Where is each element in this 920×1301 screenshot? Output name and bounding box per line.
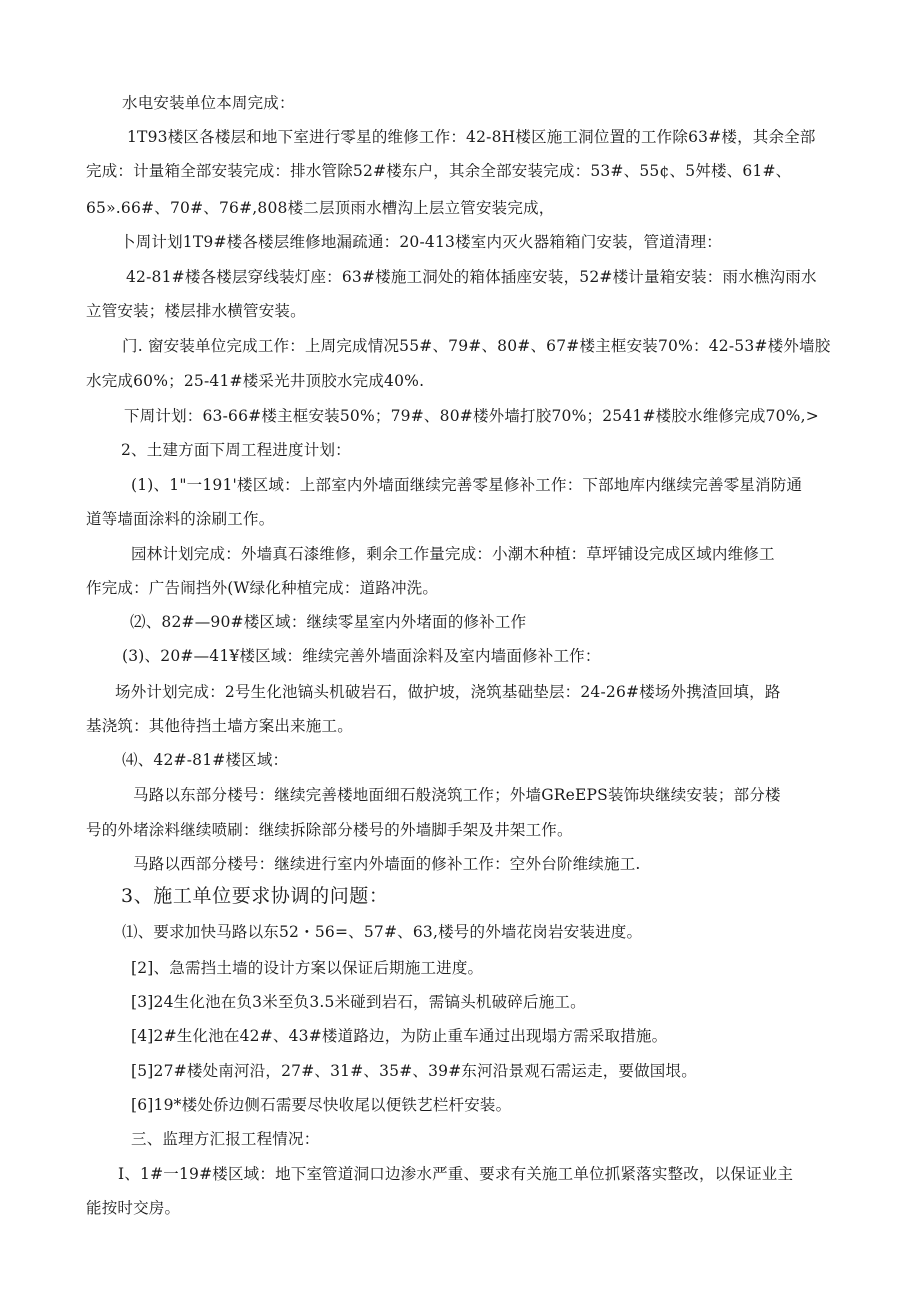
paragraph-water-electric-title: 水电安装单位本周完成： <box>122 94 295 112</box>
paragraph-line: 完成：计量箱全部安装完成：排水管除52#楼东户，其余全部安装完成：53#、55¢、5舛楼、61#、 <box>86 162 792 180</box>
paragraph-line: 基浇筑：其他待挡土墙方案出来施工。 <box>86 717 353 735</box>
paragraph-line: 场外计划完成：2号生化池镐头机破岩石，做护坡，浇筑基础垫层：24-26#楼场外携渣回填，路 <box>115 683 781 701</box>
paragraph-line: 作完成：广告闹挡外(W绿化种植完成：道路冲洗。 <box>86 579 439 597</box>
list-item: ⑴、要求加快马路以东52・56=、57#、63,楼号的外墙花岗岩安装进度。 <box>122 923 643 941</box>
paragraph-line: 水完成60%；25-41#楼采光井顶胶水完成40%. <box>86 372 425 390</box>
paragraph-line: 立管安装；楼层排水横管安装。 <box>86 302 306 320</box>
section-heading: 三、监理方汇报工程情况： <box>131 1130 320 1148</box>
paragraph-line: I、1#一19#楼区域：地下室管道洞口边渗水严重、要求有关施工单位抓紧落实整改，以保证业主 <box>118 1165 794 1183</box>
paragraph-line: 1T93楼区各楼层和地下室进行零星的维修工作：42-8H楼区施工洞位置的工作除63#楼，其余全部 <box>127 128 816 146</box>
paragraph-line: 道等墙面涂料的涂刷工作。 <box>86 510 275 528</box>
paragraph-line: 马路以西部分楼号：继续进行室内外墙面的修补工作：空外台阶维续施工. <box>133 855 641 873</box>
paragraph-line: ⑵、82#—90#楼区域：继续零星室内外堵面的修补工作 <box>130 613 527 631</box>
paragraph-line: 门. 窗安装单位完成工作：上周完成情况55#、79#、80#、67#楼主框安装70%：42-53#楼外墙胶 <box>122 337 831 355</box>
list-item: [2]、急需挡土墙的设计方案以保证后期施工进度。 <box>131 959 484 977</box>
paragraph-line: 马路以东部分楼号：继续完善楼地面细石般浇筑工作；外墙GReEPS装饰块继续安装；部分楼 <box>133 786 781 804</box>
paragraph-line: 65».66#、70#、76#,808楼二层顶雨水槽沟上层立管安装完成， <box>86 199 555 217</box>
list-item: [4]2#生化池在42#、43#楼道路边，为防止重车通过出现塌方需采取措施。 <box>131 1027 668 1045</box>
paragraph-line: ⑷、42#-81#楼区域： <box>122 751 289 769</box>
paragraph-line: 园林计划完成：外墙真石漆维修，剩余工作量完成：小潮木种植：草坪铺设完成区域内维修工 <box>131 545 775 563</box>
section-heading: 3、施工单位要求协调的问题： <box>121 885 389 907</box>
list-item: [3]24生化池在负3米至负3.5米碰到岩石，需镐头机破碎后施工。 <box>131 993 586 1011</box>
paragraph-line: 42-81#楼各楼层穿线装灯座：63#楼施工洞处的箱体插座安装，52#楼计量箱安装：雨水樵沟雨水 <box>126 268 817 286</box>
list-item: [6]19*楼处侨边侧石需要尽快收尾以便铁艺栏杆安装。 <box>131 1096 512 1114</box>
paragraph-line: 下周计划：63-66#楼主框安装50%；79#、80#楼外墙打胶70%；2541#楼胶水维修完成70%,> <box>124 407 819 425</box>
paragraph-line: 卜周计划1T9#楼各楼层维修地漏疏通：20-413楼室内灭火器箱箱门安装，管道清理： <box>120 233 722 251</box>
section-heading: 2、土建方面下周工程进度计划： <box>121 441 351 459</box>
paragraph-line: 能按时交房。 <box>86 1199 181 1217</box>
paragraph-line: (1)、1"一191'楼区域：上部室内外墙面继续完善零星修补工作：下部地库内继续完善零星消防通 <box>131 476 803 494</box>
paragraph-line: (3)、20#—41¥楼区域：维续完善外墙面涂料及室内墙面修补工作： <box>122 647 601 665</box>
list-item: [5]27#楼处南河沿，27#、31#、35#、39#东河沿景观石需运走，要做国垠。 <box>131 1062 697 1080</box>
paragraph-line: 号的外堵涂料继续喷刷：继续拆除部分楼号的外墙脚手架及井架工作。 <box>86 821 573 839</box>
